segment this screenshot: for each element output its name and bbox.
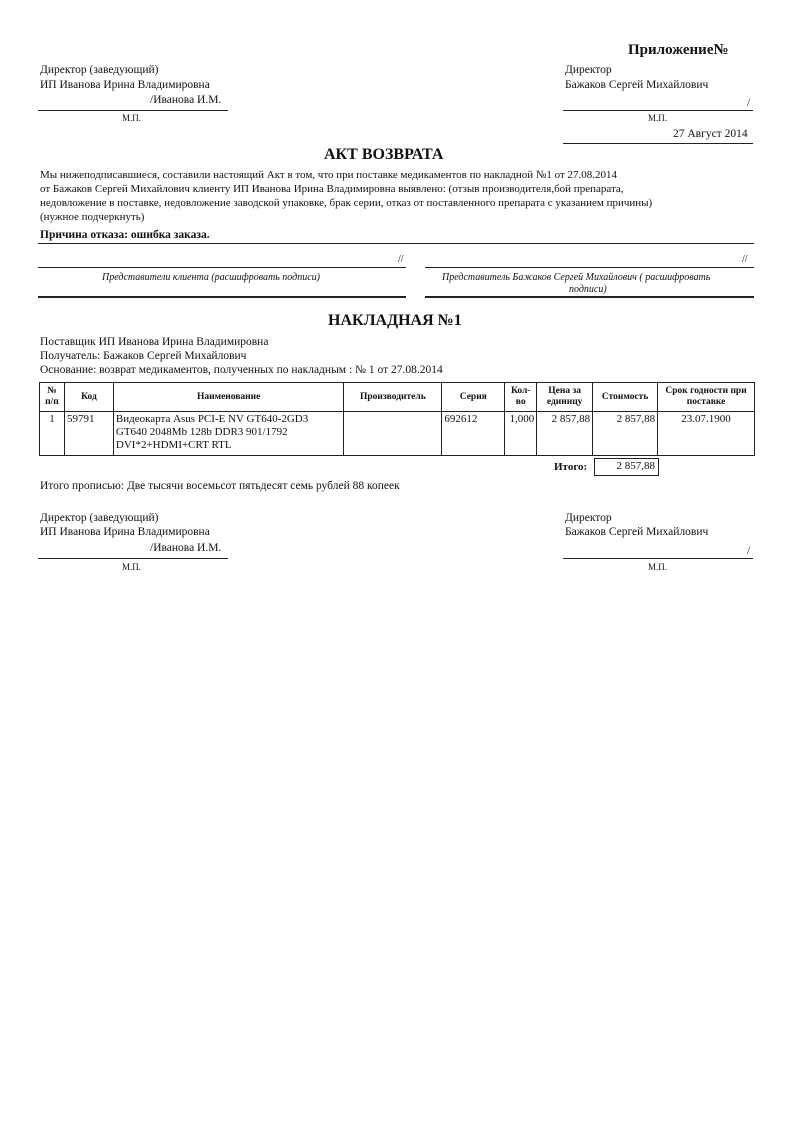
- act-text-line-4: (нужное подчеркнуть): [40, 211, 145, 223]
- act-text-line-2: от Бажаков Сергей Михайлович клиенту ИП Иванова Ирина Владимировна выявлено: (отзыв производителя,бой препарата,: [40, 183, 624, 195]
- footer-right-name: Бажаков Сергей Михайлович: [565, 526, 709, 538]
- sig-left-caption: Представители клиента (расшифровать подписи): [102, 272, 321, 283]
- header-right-sign-line: [563, 110, 753, 111]
- header-left-org: ИП Иванова Ирина Владимировна: [40, 79, 210, 91]
- act-reason: Причина отказа: ошибка заказа.: [40, 229, 210, 241]
- sig-right-line: [425, 267, 754, 268]
- appendix-label: Приложение№: [628, 42, 729, 58]
- header-left-sign-line: [38, 110, 228, 111]
- header-right-date: 27 Август 2014: [673, 128, 748, 140]
- col-header-price: Цена за единицу: [537, 383, 593, 412]
- sig-left-line: [38, 267, 406, 268]
- cell-price: 2 857,88: [537, 412, 593, 456]
- act-reason-line: [38, 243, 754, 244]
- col-header-expiry: Срок годности при поставке: [658, 383, 755, 412]
- footer-left-org: ИП Иванова Ирина Владимировна: [40, 526, 210, 538]
- col-header-name: Наименование: [113, 383, 344, 412]
- col-header-cost: Стоимость: [593, 383, 658, 412]
- cell-num: 1: [40, 412, 65, 456]
- col-header-qty: Кол-во: [505, 383, 537, 412]
- invoice-supplier: Поставщик ИП Иванова Ирина Владимировна: [40, 336, 269, 348]
- header-left-title: Директор (заведующий): [40, 64, 159, 76]
- footer-right-title: Директор: [565, 512, 612, 524]
- sig-right-marks: //: [742, 254, 748, 265]
- header-right-date-line: [563, 143, 753, 144]
- col-header-code: Код: [64, 383, 113, 412]
- footer-left-sign-line: [38, 558, 228, 559]
- footer-right-sign-line: [563, 558, 753, 559]
- total-in-words: Итого прописью: Две тысячи восемьсот пятьдесят семь рублей 88 копеек: [40, 480, 400, 492]
- header-left-signature: /Иванова И.М.: [150, 94, 222, 106]
- cell-name-line-1: Видеокарта Asus PCI-E NV GT640-2GD3: [115, 413, 309, 425]
- col-header-num: № п/п: [40, 383, 65, 412]
- sig-left-underline: [38, 296, 406, 298]
- table-row: [40, 412, 755, 456]
- cell-name-line-3: DVI*2+HDMI+CRT RTL: [115, 439, 232, 451]
- invoice-basis: Основание: возврат медикаментов, полученных по накладным : № 1 от 27.08.2014: [40, 364, 443, 376]
- footer-left-stamp: М.П.: [122, 562, 142, 572]
- sig-left-marks: //: [398, 254, 404, 265]
- cell-name-line-2: GT640 2048Mb 128b DDR3 901/1792: [115, 426, 288, 438]
- header-right-slash: /: [747, 97, 751, 109]
- act-title: АКТ ВОЗВРАТА: [324, 146, 444, 163]
- footer-right-slash: /: [747, 545, 751, 557]
- cell-code: 59791: [64, 412, 113, 456]
- header-right-name: Бажаков Сергей Михайлович: [565, 79, 709, 91]
- col-header-series: Серия: [442, 383, 505, 412]
- cell-maker: [344, 412, 442, 456]
- cell-cost: 2 857,88: [593, 412, 658, 456]
- footer-left-signature: /Иванова И.М.: [150, 542, 222, 554]
- footer-left-title: Директор (заведующий): [40, 512, 159, 524]
- cell-name: [113, 412, 344, 456]
- cell-series: 692612: [442, 412, 505, 456]
- act-text-line-1: Мы нижеподписавшиеся, составили настоящий Акт в том, что при поставке медикаментов по накладной №1 от 27.08.2014: [40, 169, 618, 181]
- invoice-table: [39, 382, 755, 456]
- sig-right-caption-2: подписи): [569, 284, 607, 295]
- invoice-receiver: Получатель: Бажаков Сергей Михайлович: [40, 350, 247, 362]
- sig-right-underline: [425, 296, 754, 298]
- col-header-maker: Производитель: [344, 383, 442, 412]
- invoice-title: НАКЛАДНАЯ №1: [328, 312, 462, 329]
- total-value: 2 857,88: [616, 460, 655, 472]
- header-right-stamp: М.П.: [648, 113, 668, 123]
- act-text-line-3: недовложение в поставке, недовложение заводской упаковке, брак серии, отказ от поставленного препарата с указанием причины): [40, 197, 653, 209]
- header-right-title: Директор: [565, 64, 612, 76]
- footer-right-stamp: М.П.: [648, 562, 668, 572]
- cell-expiry: 23.07.1900: [658, 412, 755, 456]
- header-left-stamp: М.П.: [122, 113, 142, 123]
- sig-right-caption-1: Представитель Бажаков Сергей Михайлович ( расшифровать: [442, 272, 711, 283]
- total-label: Итого:: [554, 461, 588, 473]
- cell-qty: 1,000: [505, 412, 537, 456]
